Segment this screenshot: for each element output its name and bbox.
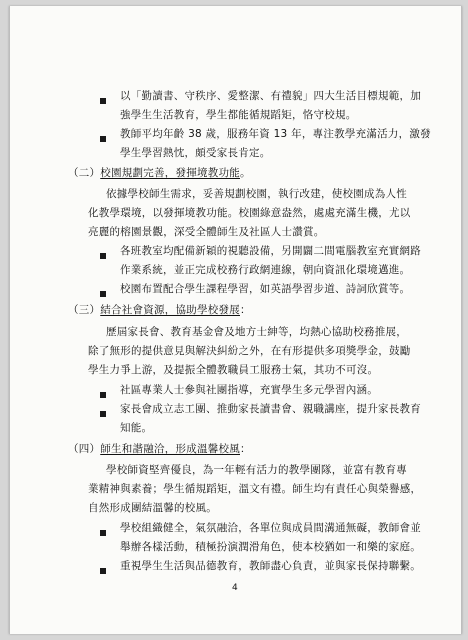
bullet-text-line: 教師平均年齡 38 歲，服務年資 13 年，專注教學充滿活力，激發 — [120, 128, 431, 140]
bullet-text-line: 各班教室均配備新穎的視聽設備，另開闢二間電腦教室充實網路 — [120, 245, 421, 257]
bullet-text-line: 作業系統，並正完成校務行政網連線，朝向資訊化環境邁進。 — [120, 264, 411, 276]
paragraph-line: 學校師資堅齊優良，為一年輕有活力的教學團隊，並富有教育專 — [106, 464, 407, 476]
bullet-text-line: 校園布置配合學生課程學習，如英語學習步道、詩詞欣賞等。 — [120, 283, 411, 295]
paragraph-line: 依據學校師生需求，妥善規劃校園，執行改建，使校園成為人性 — [106, 188, 407, 200]
section-title: 校園規劃完善，發揮境教功能 — [100, 167, 240, 179]
bullet-text-line: 以「勤讀書、守秩序、愛整潔、有禮貌」四大生活目標規範，加 — [120, 90, 421, 102]
bullet-marker — [100, 411, 106, 417]
bullet-text-line: 學校組織健全，氣氛融洽，各單位與成員間溝通無礙，教師會並 — [120, 522, 421, 534]
bullet-text-line: 家長會成立志工團、推動家長讀書會、親職講座，提升家長教育 — [120, 403, 421, 415]
section-title: 結合社會資源，協助學校發展 — [100, 304, 240, 316]
section-title: 師生和諧融洽，形成溫馨校風 — [100, 443, 240, 455]
bullet-marker — [100, 568, 106, 574]
paragraph-line: 歷屆家長會、教育基金會及地方士紳等，均熱心協助校務推展， — [106, 326, 407, 338]
bullet-marker — [100, 136, 106, 142]
paragraph-line: 學生力爭上游，及提振全體教職員工服務士氣，其功不可沒。 — [88, 364, 379, 376]
section-title-punct: 。 — [240, 167, 251, 179]
bullet-marker — [100, 98, 106, 104]
paragraph-line: 化教學環境，以發揮境教功能。校園綠意盎然，處處充滿生機，尤以 — [88, 207, 411, 219]
bullet-marker — [100, 392, 106, 398]
bullet-text-line: 社區專業人士參與社團指導，充實學生多元學習內涵。 — [120, 384, 378, 396]
bullet-marker — [100, 530, 106, 536]
section-heading — [68, 303, 251, 317]
document-page — [9, 6, 462, 634]
section-heading — [68, 442, 251, 456]
bullet-text-line: 知能。 — [120, 422, 153, 434]
bullet-marker — [100, 291, 106, 297]
paragraph-line: 自然形成團結溫馨的校風。 — [88, 502, 217, 514]
section-title-punct: ： — [240, 443, 251, 455]
bullet-text-line: 學生學習熱忱，頗受家長肯定。 — [120, 147, 271, 159]
bullet-text-line: 重視學生生活與品德教育，教師盡心負責，並與家長保持聯繫。 — [120, 560, 421, 572]
section-number: （二） — [68, 167, 101, 179]
section-number: （三） — [68, 304, 101, 316]
paragraph-line: 亮麗的榕園景觀，深受全體師生及社區人士讚賞。 — [88, 226, 325, 238]
section-number: （四） — [68, 443, 101, 455]
page-number: 4 — [232, 583, 238, 593]
bullet-marker — [100, 253, 106, 259]
paragraph-line: 除了無形的提供意見與解決糾紛之外，在有形提供多項獎學金，鼓勵 — [88, 345, 411, 357]
bullet-text-line: 舉辦各樣活動，積極扮演潤滑角色，使本校猶如一和樂的家庭。 — [120, 541, 421, 553]
paragraph-line: 業精神與素養；學生循規蹈矩，溫文有禮。師生均有責任心與榮譽感， — [88, 483, 422, 495]
section-title-punct: ： — [240, 304, 251, 316]
section-heading — [68, 166, 251, 180]
bullet-text-line: 強學生生活教育，學生都能循規蹈矩，恪守校規。 — [120, 109, 357, 121]
